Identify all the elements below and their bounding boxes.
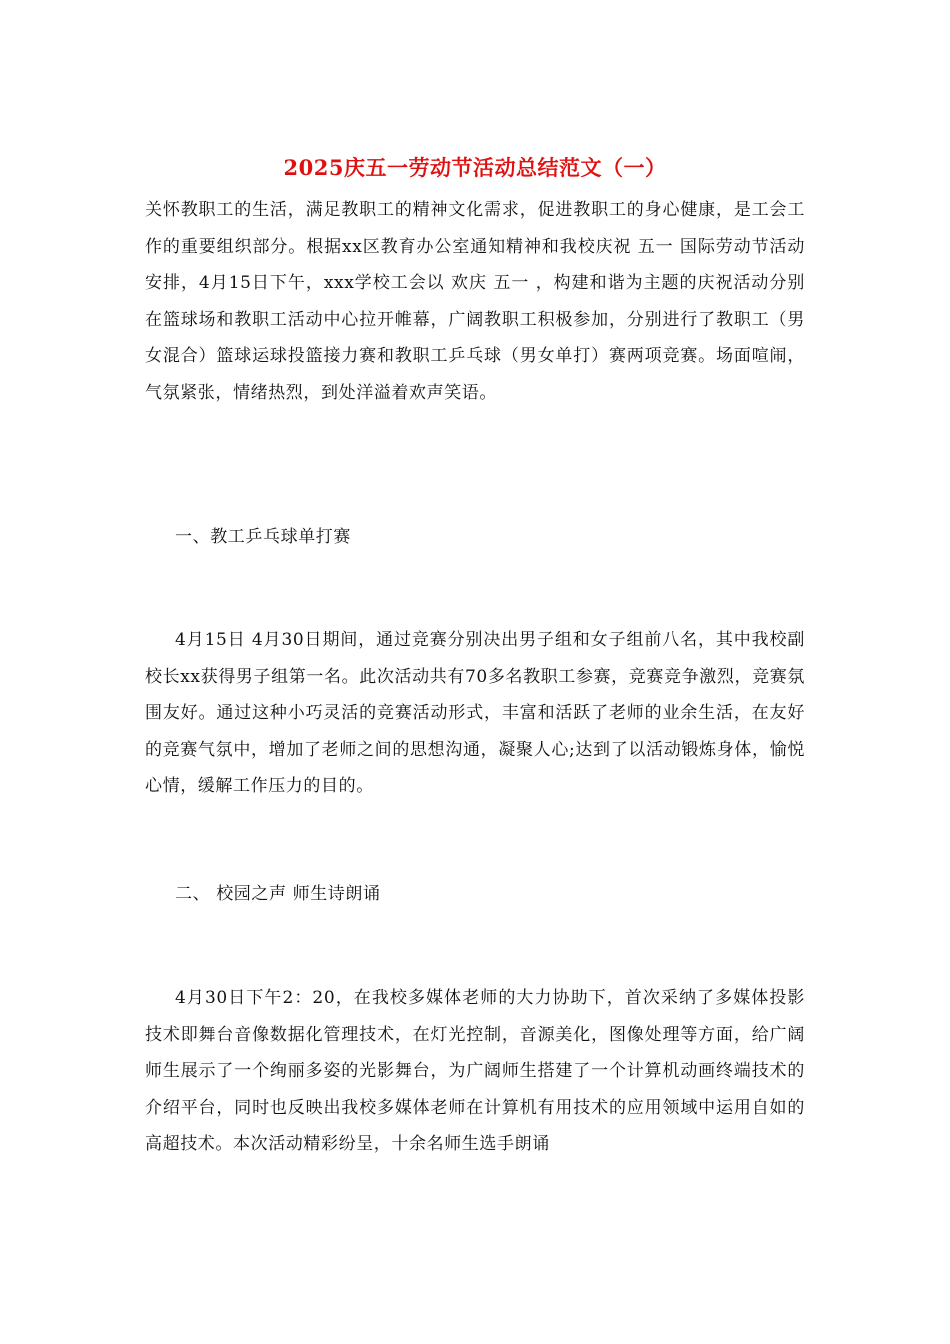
intro-paragraph: 关怀教职工的生活，满足教职工的精神文化需求，促进教职工的身心健康，是工会工作的重要组织部分。根据xx区教育办公室通知精神和我校庆祝 五一 国际劳动节活动安排，4月15日下午，xxx学校工会以 欢庆 五一 ，构建和谐为主题的庆祝活动分别在篮球场和教职工活动中心拉开帷幕，广阔教职工积极参加，分别进行了教职工（男女混合）篮球运球投篮接力赛和教职工乒乓球（男女单打）赛两项竞赛。场面喧闹，气氛紧张，情绪热烈，到处洋溢着欢声笑语。 <box>145 200 805 403</box>
document-title: 2025庆五一劳动节活动总结范文（一） <box>283 155 667 180</box>
section-body-pingpong: 4月15日 4月30日期间，通过竞赛分别决出男子组和女子组前八名，其中我校副校长xx获得男子组第一名。此次活动共有70多名教职工参赛，竞赛竞争激烈，竞赛氛围友好。通过这种小巧灵活的竞赛活动形式，丰富和活跃了老师的业余生活，在友好的竞赛气氛中，增加了老师之间的思想沟通，凝聚人心;达到了以活动锻炼身体，愉悦心情，缓解工作压力的目的。 <box>145 630 805 796</box>
section-heading-pingpong: 一、教工乒乓球单打赛 <box>175 527 351 547</box>
section-body-recital: 4月30日下午2：20，在我校多媒体老师的大力协助下，首次采纳了多媒体投影技术即舞台音像数据化管理技术，在灯光控制，音源美化，图像处理等方面，给广阔师生展示了一个绚丽多姿的光影舞台，为广阔师生搭建了一个计算机动画终端技术的介绍平台，同时也反映出我校多媒体老师在计算机有用技术的应用领域中运用自如的高超技术。本次活动精彩纷呈，十余名师生选手朗诵 <box>145 988 805 1154</box>
section-heading-recital: 二、 校园之声 师生诗朗诵 <box>175 884 381 904</box>
